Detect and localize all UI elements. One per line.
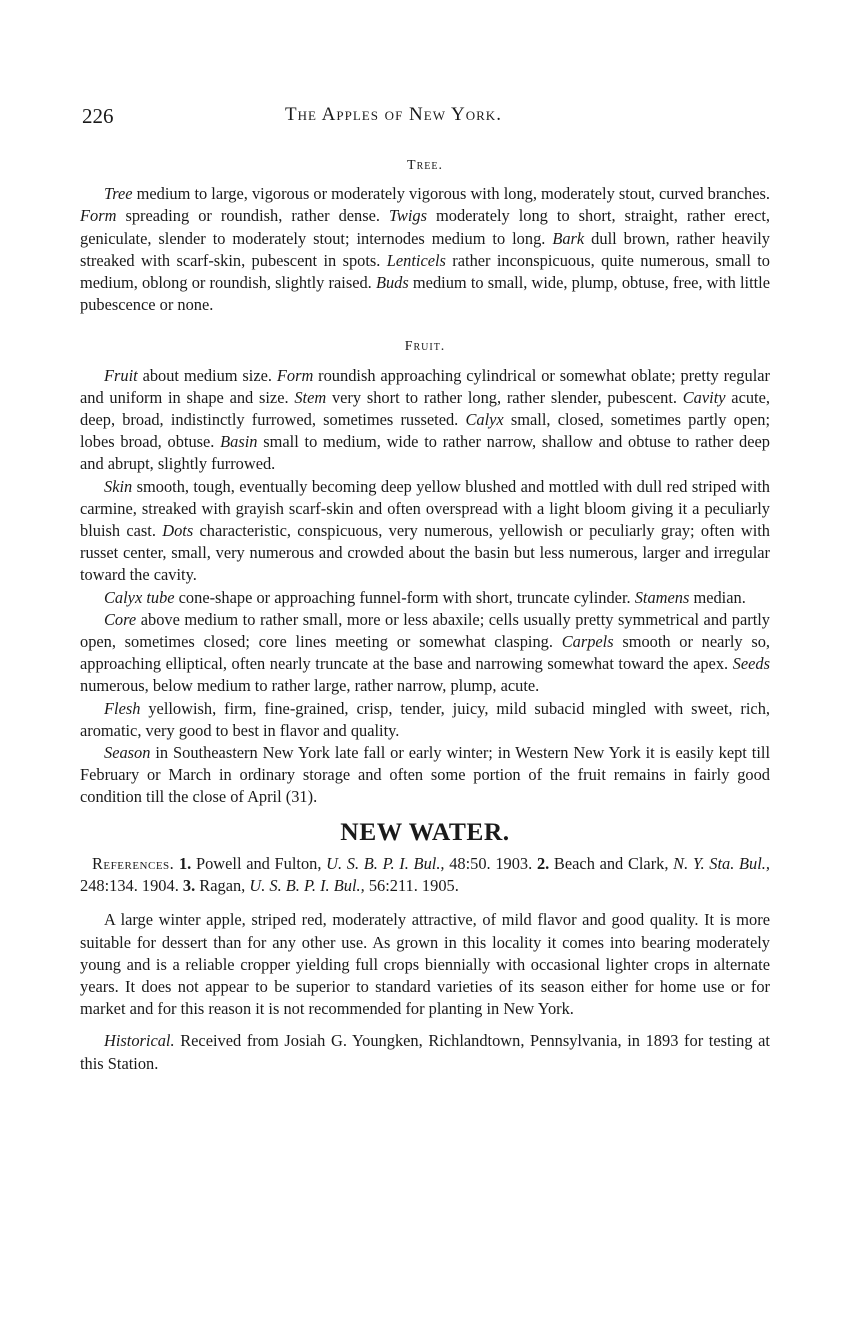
calyx-tube-label: Calyx tube bbox=[104, 587, 175, 607]
skin-paragraph bbox=[80, 476, 770, 587]
basin-label: Basin bbox=[220, 432, 258, 452]
core-paragraph bbox=[80, 609, 770, 698]
lenticels-text: rather inconspicuous, quite numerous, small to medium, oblong or roundish, slightly raised. bbox=[80, 250, 770, 293]
running-title: The Apples of New York. bbox=[285, 104, 502, 125]
calyx-label: Calyx bbox=[465, 410, 504, 430]
reference-3-journal: U. S. B. P. I. Bul., bbox=[249, 876, 365, 896]
tree-text: medium to large, vigorous or moderately vigorous with long, moderately stout, curved branches. bbox=[132, 184, 770, 204]
page-number: 226 bbox=[82, 104, 114, 128]
reference-1-citation: 48:50. 1903. bbox=[444, 853, 537, 873]
season-paragraph bbox=[80, 742, 770, 809]
reference-1-journal: U. S. B. P. I. Bul., bbox=[326, 853, 445, 873]
flesh-label: Flesh bbox=[104, 698, 141, 718]
carpels-text: smooth or nearly so, approaching elliptical, often nearly truncate at the base and narrowing somewhat toward the apex. bbox=[80, 632, 770, 674]
reference-2-authors: Beach and Clark, bbox=[549, 853, 674, 873]
fruit-text: about medium size. bbox=[137, 365, 277, 385]
references-heading: References. bbox=[92, 853, 175, 873]
cavity-label: Cavity bbox=[682, 387, 726, 407]
stem-label: Stem bbox=[294, 387, 327, 407]
buds-text: medium to small, wide, plump, obtuse, free, with little pubescence or none. bbox=[80, 273, 771, 315]
twigs-text: moderately long to short, straight, rather erect, geniculate, slender to moderately stout; internodes medium to long. bbox=[80, 206, 771, 248]
reference-3-citation: 56:211. 1905. bbox=[364, 876, 459, 896]
buds-label: Buds bbox=[375, 273, 409, 293]
stamens-text: median. bbox=[689, 587, 746, 607]
flesh-text: yellowish, firm, fine-grained, crisp, tender, juicy, mild subacid mingled with sweet, rich, aromatic, very good to best in flavor and quality. bbox=[80, 698, 770, 740]
fruit-form-label: Form bbox=[276, 365, 314, 385]
cavity-text: acute, deep, broad, indistinctly furrowed, sometimes russeted. bbox=[80, 387, 770, 430]
lenticels-label: Lenticels bbox=[386, 250, 446, 270]
season-label: Season bbox=[104, 743, 151, 763]
running-head bbox=[82, 104, 772, 136]
calyx-text: small, closed, sometimes partly open; lobes broad, obtuse. bbox=[80, 410, 771, 452]
variety-title: NEW WATER. bbox=[340, 816, 510, 846]
core-label: Core bbox=[104, 609, 137, 629]
twigs-label: Twigs bbox=[389, 206, 427, 226]
fruit-paragraph bbox=[80, 365, 770, 476]
historical-paragraph bbox=[80, 1030, 770, 1074]
historical-text: Received from Josiah G. Youngken, Richlandtown, Pennsylvania, in 1893 for testing at this Station. bbox=[80, 1031, 770, 1073]
fruit-section-heading: Fruit. bbox=[404, 339, 446, 355]
skin-text: smooth, tough, eventually becoming deep yellow blushed and mottled with dull red striped with carmine, streaked with grayish scarf-skin and often overspread with a light bloom giving it a peculiarly bluish cast. bbox=[80, 476, 770, 541]
fruit-label: Fruit bbox=[104, 365, 138, 385]
description-paragraph: A large winter apple, striped red, moderately attractive, of mild flavor and good quality. It is more suitable for dessert than for any other use. As grown in this locality it comes into bearing moderately young and is a reliable cropper yielding full crops biennially with occasional lighter crops in alternate years. It does not appear to be superior to standard varieties of its season either for home use or for market and for this reason it is not recommended for planting in New York. bbox=[80, 910, 770, 1019]
core-text: above medium to rather small, more or less abaxile; cells usually pretty symmetrical and partly open, sometimes closed; core lines meeting or somewhat clasping. bbox=[80, 609, 770, 652]
seeds-label: Seeds bbox=[732, 654, 770, 674]
basin-text: small to medium, wide to rather narrow, shallow and obtuse to rather deep and abrupt, slightly furrowed. bbox=[80, 432, 770, 474]
body-text bbox=[80, 155, 770, 1075]
season-text: in Southeastern New York late fall or early winter; in Western New York it is easily kept till February or March in ordinary storage and often some portion of the fruit remains in fairly good condition till the close of April (31). bbox=[80, 743, 770, 807]
calyx-tube-text: cone-shape or approaching funnel-form with short, truncate cylinder. bbox=[174, 587, 635, 607]
historical-label: Historical. bbox=[104, 1031, 175, 1051]
fruit-form-text: roundish approaching cylindrical or somewhat oblate; pretty regular and uniform in shape and size. bbox=[80, 365, 770, 407]
reference-2-journal: N. Y. Sta. Bul., bbox=[673, 853, 771, 873]
calyx-tube-paragraph bbox=[80, 587, 770, 609]
dots-label: Dots bbox=[162, 521, 194, 541]
form-label: Form bbox=[80, 206, 117, 226]
stamens-label: Stamens bbox=[634, 587, 690, 607]
stem-text: very short to rather long, rather slender, pubescent. bbox=[326, 387, 683, 407]
dots-text: characteristic, conspicuous, very numerous, yellowish or peculiarly gray; often with russet center, small, very numerous and crowded about the basin but less numerous, larger and irregular toward the cavity. bbox=[80, 521, 770, 585]
reference-2-citation: 248:134. 1904. bbox=[80, 876, 183, 896]
skin-label: Skin bbox=[104, 476, 133, 496]
reference-1-authors: Powell and Fulton, bbox=[195, 853, 327, 873]
carpels-label: Carpels bbox=[561, 632, 614, 652]
reference-number-1: 1. bbox=[174, 853, 196, 873]
flesh-paragraph bbox=[80, 698, 770, 742]
tree-section-heading: Tree. bbox=[407, 158, 443, 173]
bark-text: dull brown, rather heavily streaked with scarf-skin, pubescent in spots. bbox=[80, 228, 771, 270]
tree-paragraph bbox=[80, 183, 770, 316]
bark-label: Bark bbox=[552, 228, 585, 248]
seeds-text: numerous, below medium to rather large, rather narrow, plump, acute. bbox=[80, 676, 540, 696]
reference-number-2: 2. bbox=[536, 853, 550, 873]
reference-number-3: 3. bbox=[182, 876, 196, 896]
reference-3-authors: Ragan, bbox=[195, 876, 250, 896]
form-text: spreading or roundish, rather dense. bbox=[116, 206, 390, 226]
references-paragraph bbox=[80, 853, 770, 897]
tree-label: Tree bbox=[104, 184, 133, 204]
